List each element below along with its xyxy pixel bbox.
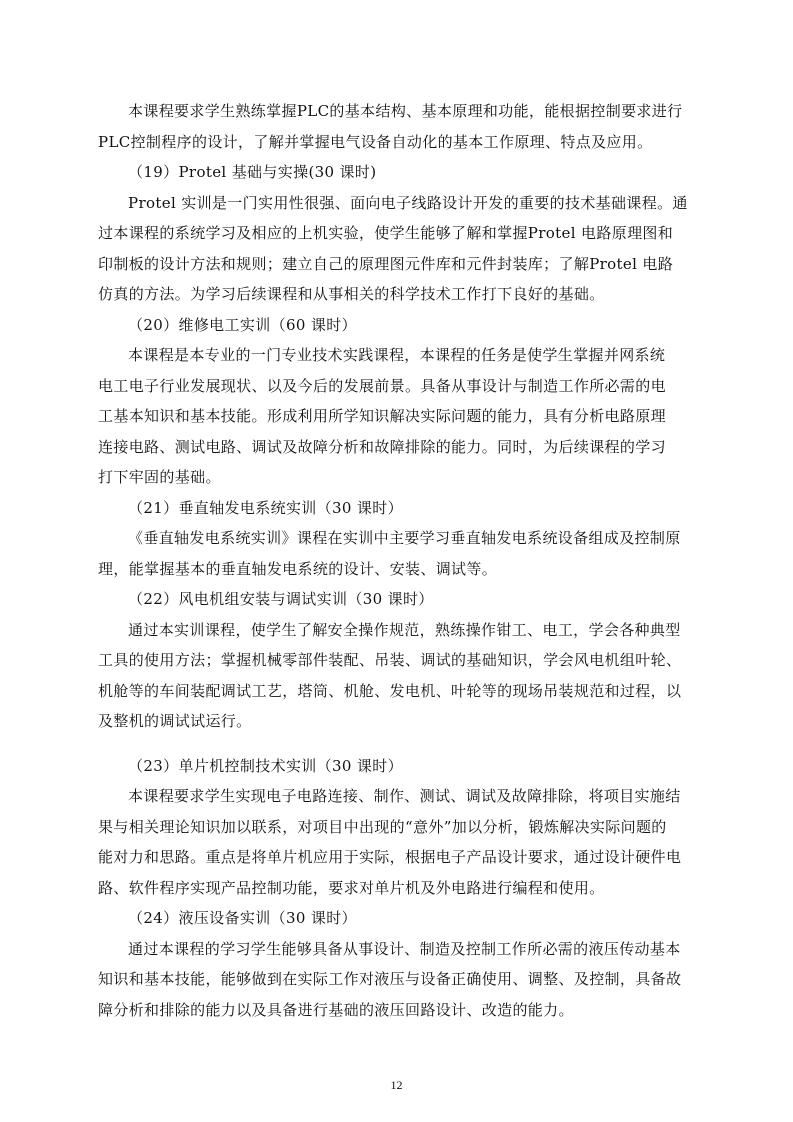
course-heading: （23）单片机控制技术实训（30 课时） xyxy=(128,756,403,775)
paragraph xyxy=(98,934,702,1026)
paragraph-line: 工具的使用方法；掌握机械零部件装配、吊装、调试的基础知识，学会风电机组叶轮、 xyxy=(98,651,682,669)
paragraph-line: 及整机的调试试运行。 xyxy=(98,712,252,730)
paragraph-line: 打下牢固的基础。 xyxy=(98,468,221,486)
course-heading: （21）垂直轴发电系统实训（30 课时） xyxy=(128,498,403,517)
paragraph-line: 电工电子行业发展现状、以及今后的发展前景。具备从事设计与制造工作所必需的电 xyxy=(98,376,666,395)
paragraph xyxy=(98,523,702,584)
paragraph-line: 理，能掌握基本的垂直轴发电系统的设计、安装、调试等。 xyxy=(98,559,498,578)
paragraph-line: 本课程是本专业的一门专业技术实践课程，本课程的任务是使学生掌握并网系统 xyxy=(128,346,666,364)
paragraph xyxy=(98,96,702,157)
paragraph-line: 知识和基本技能，能够做到在实际工作对液压与设备正确使用、调整、及控制，具备故 xyxy=(98,970,682,988)
paragraph-line: 工基本知识和基本技能。形成利用所学知识解决实际问题的能力，具有分析电路原理 xyxy=(98,407,666,425)
paragraph-line: 路、软件程序实现产品控制功能，要求对单片机及外电路进行编程和使用。 xyxy=(98,878,605,897)
paragraph-line: 仿真的方法。为学习后续课程和从事相关的科学技术工作打下良好的基础。 xyxy=(98,285,605,303)
paragraph-line: 本课程要求学生熟练掌握PLC的基本结构、基本原理和功能，能根据控制要求进行 xyxy=(128,102,683,120)
paragraph-line: 能对力和思路。重点是将单片机应用于实际，根据电子产品设计要求，通过设计硬件电 xyxy=(98,848,682,866)
paragraph xyxy=(98,781,702,903)
paragraph-line: 通过本课程的学习学生能够具备从事设计、制造及控制工作所必需的液压传动基本 xyxy=(128,939,681,958)
course-heading: （22）风电机组安装与调试实训（30 课时） xyxy=(128,590,434,608)
paragraph xyxy=(98,188,702,310)
paragraph-line: 连接电路、测试电路、调试及故障分析和故障排除的能力。同时，为后续课程的学习 xyxy=(98,437,666,456)
course-heading: （20）维修电工实训（60 课时） xyxy=(128,315,357,334)
paragraph-line: Protel 实训是一门实用性很强、面向电子线路设计开发的重要的技术基础课程。通 xyxy=(128,193,688,212)
paragraph xyxy=(98,615,702,737)
page-content xyxy=(98,96,702,1025)
paragraph-line: 通过本实训课程，使学生了解安全操作规范，熟练操作钳工、电工，学会各种典型 xyxy=(128,620,681,639)
paragraph-line: 《垂直轴发电系统实训》课程在实训中主要学习垂直轴发电系统设备组成及控制原 xyxy=(128,529,681,547)
course-heading: （19）Protel 基础与实操(30 课时) xyxy=(128,163,377,181)
paragraph-line: 印制板的设计方法和规则；建立自己的原理图元件库和元件封装库；了解Protel 电路 xyxy=(98,254,674,273)
paragraph-line: 障分析和排除的能力以及具备进行基础的液压回路设计、改造的能力。 xyxy=(98,1000,574,1019)
paragraph-line: 过本课程的系统学习及相应的上机实验，使学生能够了解和掌握Protel 电路原理图和 xyxy=(98,224,674,242)
paragraph-line: 机舱等的车间装配调试工艺，塔筒、机舱、发电机、叶轮等的现场吊装规范和过程，以 xyxy=(98,681,682,700)
course-heading: （24）液压设备实训（30 课时） xyxy=(128,909,357,927)
paragraph-spacer xyxy=(98,737,702,751)
paragraph xyxy=(98,340,702,493)
paragraph-line: 本课程要求学生实现电子电路连接、制作、测试、调试及故障排除，将项目实施结 xyxy=(128,787,681,805)
paragraph-line: PLC控制程序的设计，了解并掌握电气设备自动化的基本工作原理、特点及应用。 xyxy=(98,132,653,151)
paragraph-line: 果与相关理论知识加以联系，对项目中出现的“意外”加以分析，锻炼解决实际问题的 xyxy=(98,817,667,836)
page-number: 12 xyxy=(390,1078,403,1092)
